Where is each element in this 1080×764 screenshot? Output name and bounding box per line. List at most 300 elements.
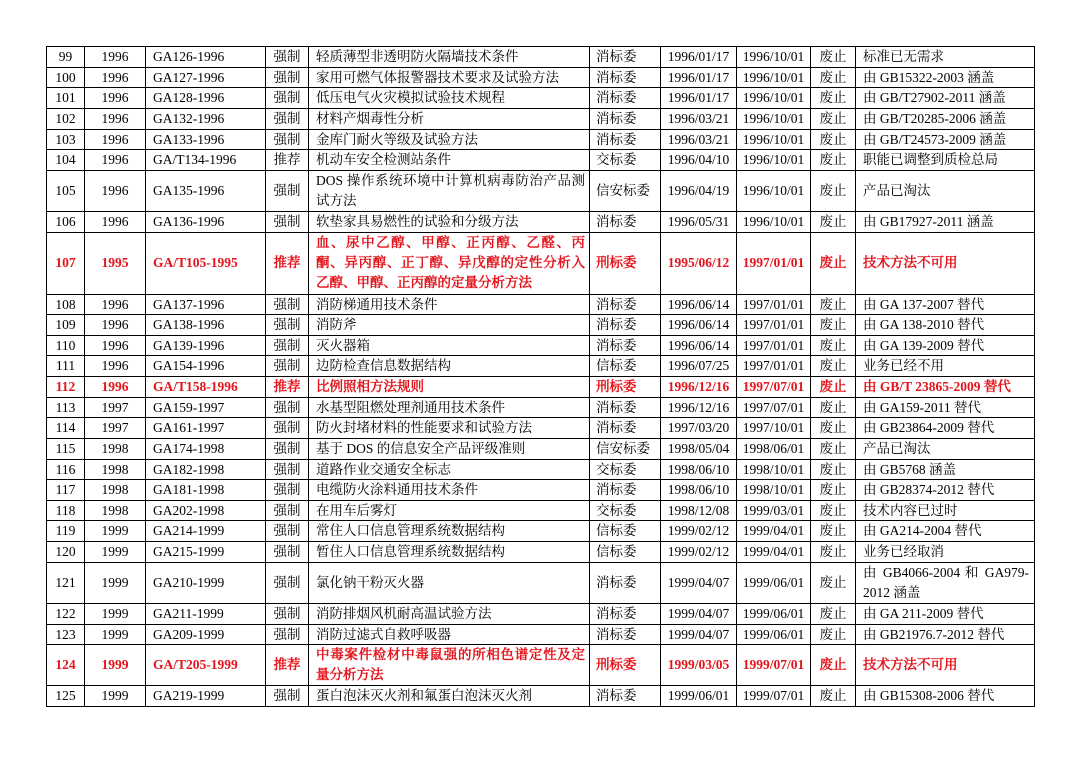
cell-effective-date-text: 1996/10/01	[742, 131, 805, 147]
cell-no-text: 106	[55, 214, 76, 229]
cell-committee-text: 刑标委	[596, 255, 637, 271]
cell-year-text: 1996	[101, 110, 129, 126]
cell-effective-date	[737, 212, 811, 233]
cell-year	[85, 521, 146, 542]
cell-name-text: 蛋白泡沫灭火剂和氟蛋白泡沫灭火剂	[316, 688, 532, 704]
cell-issue-date-text: 1996/06/14	[667, 337, 730, 353]
cell-issue-date	[661, 500, 737, 521]
cell-no	[47, 500, 85, 521]
cell-status-text: 废止	[819, 379, 847, 394]
cell-issue-date-text: 1996/04/19	[667, 182, 730, 198]
cell-status	[811, 603, 856, 624]
cell-remark-text: 由 GB/T 23865-2009 替代	[863, 379, 1011, 394]
cell-effective-date	[737, 150, 811, 171]
cell-no	[47, 315, 85, 336]
cell-year-text: 1996	[101, 379, 129, 394]
cell-standard-code	[146, 150, 266, 171]
cell-year-text: 1996	[101, 296, 129, 312]
cell-committee	[590, 108, 661, 129]
cell-standard-code-text: GA126-1996	[153, 49, 225, 64]
cell-issue-date	[661, 129, 737, 150]
cell-committee-text: 消标委	[596, 605, 637, 621]
cell-status	[811, 397, 856, 418]
cell-remark	[856, 418, 1035, 439]
cell-issue-date-text: 1999/04/07	[667, 605, 730, 621]
cell-status	[811, 170, 856, 211]
cell-effective-date-text: 1996/10/01	[742, 110, 805, 126]
cell-no	[47, 686, 85, 707]
cell-year	[85, 480, 146, 501]
cell-no	[47, 624, 85, 645]
cell-effective-date	[737, 88, 811, 109]
cell-committee-text: 消标委	[596, 90, 637, 106]
cell-year-text: 1997	[101, 420, 129, 436]
cell-committee	[590, 67, 661, 88]
cell-year	[85, 418, 146, 439]
table-row	[47, 232, 1035, 294]
cell-issue-date-text: 1999/02/12	[667, 523, 730, 539]
cell-remark	[856, 459, 1035, 480]
cell-standard-code	[146, 212, 266, 233]
cell-effective-date	[737, 47, 811, 68]
cell-committee-text: 消标委	[596, 49, 637, 64]
cell-name-text: 机动车安全检测站条件	[316, 152, 451, 168]
cell-committee-text: 消标委	[596, 626, 637, 642]
table-row	[47, 542, 1035, 563]
cell-committee	[590, 603, 661, 624]
cell-type-text: 强制	[273, 90, 301, 106]
cell-issue-date-text: 1999/04/07	[667, 626, 730, 642]
cell-committee	[590, 562, 661, 603]
cell-no	[47, 232, 85, 294]
cell-no	[47, 212, 85, 233]
cell-year-text: 1998	[101, 440, 129, 456]
cell-name	[309, 521, 590, 542]
cell-standard-code-text: GA/T158-1996	[153, 379, 238, 394]
cell-committee-text: 消标委	[596, 131, 637, 147]
cell-name-text: 血、尿中乙醇、甲醇、正丙醇、乙醛、丙酮、异丙醇、正丁醇、异戊醇的定性分析入乙醇、甲醇、正丙醇的定量分析方法	[316, 235, 585, 291]
cell-committee-text: 消标委	[596, 482, 637, 498]
cell-status	[811, 150, 856, 171]
cell-type	[266, 88, 309, 109]
cell-committee	[590, 459, 661, 480]
cell-effective-date-text: 1999/06/01	[742, 626, 805, 642]
table-row	[47, 129, 1035, 150]
cell-status-text: 废止	[819, 49, 847, 64]
cell-no-text: 109	[55, 317, 76, 333]
cell-status-text: 废止	[819, 399, 847, 415]
cell-remark	[856, 356, 1035, 377]
cell-year-text: 1996	[101, 317, 129, 333]
cell-type-text: 强制	[273, 688, 301, 704]
cell-effective-date	[737, 645, 811, 686]
cell-name-text: 消防过滤式自救呼吸器	[316, 626, 451, 642]
cell-effective-date	[737, 397, 811, 418]
cell-year-text: 1996	[101, 214, 129, 229]
cell-effective-date-text: 1997/01/01	[742, 317, 805, 333]
cell-issue-date	[661, 88, 737, 109]
cell-name-text: 边防检查信息数据结构	[316, 358, 451, 374]
cell-no-text: 121	[55, 574, 76, 590]
cell-standard-code	[146, 438, 266, 459]
cell-committee-text: 信标委	[596, 523, 637, 539]
cell-issue-date-text: 1996/01/17	[667, 49, 730, 64]
cell-no	[47, 603, 85, 624]
cell-remark	[856, 150, 1035, 171]
cell-name-text: 消防斧	[316, 317, 357, 333]
cell-no-text: 111	[55, 358, 76, 374]
cell-standard-code-text: GA136-1996	[153, 214, 225, 229]
cell-issue-date-text: 1995/06/12	[667, 255, 730, 271]
cell-status-text: 废止	[819, 317, 847, 333]
cell-issue-date-text: 1998/12/08	[667, 502, 730, 518]
cell-no	[47, 67, 85, 88]
cell-name-text: 低压电气火灾模拟试验技术规程	[316, 90, 505, 106]
cell-name-text: 消防梯通用技术条件	[316, 296, 438, 312]
cell-type-text: 强制	[273, 574, 301, 590]
cell-committee	[590, 500, 661, 521]
cell-status	[811, 686, 856, 707]
cell-effective-date-text: 1999/06/01	[742, 605, 805, 621]
cell-remark	[856, 67, 1035, 88]
cell-standard-code	[146, 542, 266, 563]
cell-type-text: 强制	[273, 337, 301, 353]
cell-standard-code	[146, 108, 266, 129]
cell-standard-code-text: GA215-1999	[153, 544, 225, 559]
cell-name	[309, 459, 590, 480]
cell-no-text: 115	[55, 440, 76, 456]
cell-standard-code	[146, 67, 266, 88]
cell-issue-date-text: 1996/04/10	[667, 152, 730, 168]
cell-committee	[590, 212, 661, 233]
cell-effective-date-text: 1996/10/01	[742, 49, 805, 64]
cell-effective-date	[737, 67, 811, 88]
cell-effective-date	[737, 315, 811, 336]
cell-type-text: 推荐	[273, 657, 301, 673]
cell-effective-date	[737, 562, 811, 603]
cell-committee	[590, 88, 661, 109]
cell-standard-code	[146, 480, 266, 501]
table-row	[47, 500, 1035, 521]
cell-no-text: 120	[55, 544, 76, 559]
cell-type-text: 强制	[273, 214, 301, 229]
cell-status	[811, 459, 856, 480]
cell-remark-text: 由 GB5768 涵盖	[863, 461, 957, 477]
cell-type	[266, 542, 309, 563]
cell-effective-date-text: 1997/01/01	[742, 296, 805, 312]
cell-standard-code-text: GA211-1999	[153, 605, 224, 621]
cell-status-text: 废止	[819, 420, 847, 436]
cell-name	[309, 315, 590, 336]
cell-issue-date-text: 1996/05/31	[667, 214, 730, 229]
cell-status-text: 废止	[819, 440, 847, 456]
table-row	[47, 88, 1035, 109]
cell-status	[811, 645, 856, 686]
cell-status-text: 废止	[819, 461, 847, 477]
cell-issue-date-text: 1997/03/20	[667, 420, 730, 436]
cell-remark-text: 职能已调整到质检总局	[863, 152, 998, 168]
cell-effective-date-text: 1997/07/01	[742, 379, 805, 394]
cell-no	[47, 150, 85, 171]
cell-committee	[590, 438, 661, 459]
cell-effective-date-text: 1999/04/01	[742, 544, 805, 559]
cell-remark-text: 业务已经不用	[863, 358, 944, 374]
cell-type	[266, 47, 309, 68]
cell-status	[811, 88, 856, 109]
cell-name	[309, 88, 590, 109]
cell-year	[85, 377, 146, 398]
cell-type	[266, 418, 309, 439]
cell-type	[266, 624, 309, 645]
cell-issue-date	[661, 438, 737, 459]
cell-year	[85, 47, 146, 68]
cell-effective-date-text: 1998/10/01	[742, 461, 805, 477]
cell-issue-date	[661, 377, 737, 398]
cell-year	[85, 542, 146, 563]
cell-standard-code-text: GA161-1997	[153, 420, 225, 436]
cell-standard-code-text: GA/T205-1999	[153, 657, 238, 673]
cell-year	[85, 150, 146, 171]
cell-effective-date	[737, 108, 811, 129]
cell-name-text: 金库门耐火等级及试验方法	[316, 131, 478, 147]
table-row	[47, 645, 1035, 686]
cell-remark-text: 技术方法不可用	[863, 255, 958, 271]
cell-effective-date	[737, 521, 811, 542]
cell-name	[309, 356, 590, 377]
cell-remark-text: 由 GA159-2011 替代	[863, 399, 981, 415]
cell-type-text: 推荐	[273, 152, 301, 168]
cell-name	[309, 170, 590, 211]
cell-no	[47, 170, 85, 211]
cell-no	[47, 294, 85, 315]
cell-no	[47, 397, 85, 418]
cell-effective-date	[737, 335, 811, 356]
cell-committee	[590, 480, 661, 501]
cell-name	[309, 418, 590, 439]
cell-standard-code-text: GA154-1996	[153, 358, 225, 374]
cell-name	[309, 212, 590, 233]
cell-type-text: 强制	[273, 110, 301, 126]
cell-type-text: 推荐	[273, 379, 301, 394]
cell-issue-date-text: 1996/07/25	[667, 358, 730, 374]
cell-remark	[856, 232, 1035, 294]
cell-name	[309, 562, 590, 603]
cell-type-text: 强制	[273, 605, 301, 621]
cell-type	[266, 562, 309, 603]
cell-issue-date	[661, 232, 737, 294]
cell-name-text: 常住人口信息管理系统数据结构	[316, 523, 505, 539]
cell-type	[266, 459, 309, 480]
cell-committee-text: 信安标委	[596, 182, 650, 198]
cell-name-text: 比例照相方法规则	[316, 379, 424, 394]
cell-committee	[590, 150, 661, 171]
cell-remark-text: 由 GA 211-2009 替代	[863, 605, 984, 621]
cell-name	[309, 645, 590, 686]
cell-status-text: 废止	[819, 688, 847, 704]
cell-type	[266, 397, 309, 418]
cell-type-text: 强制	[273, 317, 301, 333]
cell-effective-date	[737, 686, 811, 707]
cell-no	[47, 356, 85, 377]
cell-standard-code-text: GA159-1997	[153, 399, 225, 415]
cell-type	[266, 686, 309, 707]
cell-name	[309, 377, 590, 398]
cell-committee-text: 消标委	[596, 420, 637, 436]
cell-no	[47, 418, 85, 439]
cell-effective-date-text: 1996/10/01	[742, 152, 805, 168]
cell-year	[85, 170, 146, 211]
cell-type	[266, 294, 309, 315]
cell-year-text: 1997	[101, 399, 129, 415]
table-row	[47, 356, 1035, 377]
cell-year-text: 1999	[101, 574, 129, 590]
cell-name	[309, 480, 590, 501]
cell-name-text: 消防排烟风机耐高温试验方法	[316, 605, 492, 621]
cell-remark	[856, 686, 1035, 707]
cell-type-text: 强制	[273, 523, 301, 539]
cell-issue-date-text: 1996/06/14	[667, 296, 730, 312]
cell-status	[811, 294, 856, 315]
cell-name	[309, 397, 590, 418]
cell-remark	[856, 438, 1035, 459]
cell-remark	[856, 500, 1035, 521]
cell-standard-code	[146, 129, 266, 150]
cell-standard-code	[146, 500, 266, 521]
cell-issue-date-text: 1996/06/14	[667, 317, 730, 333]
table-row	[47, 480, 1035, 501]
cell-year	[85, 315, 146, 336]
cell-year	[85, 500, 146, 521]
cell-standard-code-text: GA210-1999	[153, 574, 225, 590]
cell-remark-text: 由 GB4066-2004 和 GA979-2012 涵盖	[863, 564, 1029, 600]
cell-year-text: 1999	[101, 605, 129, 621]
cell-committee	[590, 294, 661, 315]
cell-type	[266, 335, 309, 356]
cell-standard-code-text: GA219-1999	[153, 688, 225, 704]
cell-no-text: 105	[55, 182, 76, 198]
cell-no	[47, 335, 85, 356]
cell-issue-date	[661, 212, 737, 233]
cell-effective-date	[737, 294, 811, 315]
cell-name-text: 水基型阻燃处理剂通用技术条件	[316, 399, 505, 415]
cell-remark-text: 由 GB21976.7-2012 替代	[863, 626, 1005, 642]
cell-issue-date	[661, 356, 737, 377]
cell-year	[85, 686, 146, 707]
cell-name	[309, 624, 590, 645]
cell-no	[47, 108, 85, 129]
cell-committee-text: 交标委	[596, 502, 637, 518]
cell-status-text: 废止	[819, 626, 847, 642]
cell-issue-date	[661, 170, 737, 211]
cell-committee	[590, 645, 661, 686]
cell-status-text: 废止	[819, 502, 847, 518]
cell-standard-code-text: GA135-1996	[153, 182, 225, 198]
cell-year	[85, 129, 146, 150]
cell-issue-date-text: 1996/03/21	[667, 131, 730, 147]
cell-effective-date-text: 1997/07/01	[742, 399, 805, 415]
cell-issue-date-text: 1996/01/17	[667, 69, 730, 85]
cell-remark-text: 由 GA 138-2010 替代	[863, 317, 985, 333]
cell-effective-date-text: 1999/07/01	[742, 688, 805, 704]
cell-standard-code	[146, 562, 266, 603]
cell-effective-date-text: 1996/10/01	[742, 90, 805, 106]
cell-no	[47, 47, 85, 68]
cell-standard-code-text: GA138-1996	[153, 317, 225, 333]
cell-effective-date-text: 1996/10/01	[742, 69, 805, 85]
cell-name	[309, 603, 590, 624]
cell-committee-text: 消标委	[596, 296, 637, 312]
cell-remark	[856, 129, 1035, 150]
cell-year	[85, 356, 146, 377]
cell-name	[309, 67, 590, 88]
cell-standard-code	[146, 47, 266, 68]
cell-issue-date-text: 1998/06/10	[667, 461, 730, 477]
cell-year	[85, 459, 146, 480]
cell-no-text: 103	[55, 131, 76, 147]
cell-committee-text: 交标委	[596, 461, 637, 477]
cell-no-text: 102	[55, 110, 76, 126]
cell-effective-date	[737, 377, 811, 398]
cell-standard-code-text: GA132-1996	[153, 110, 225, 126]
cell-issue-date	[661, 397, 737, 418]
cell-issue-date-text: 1998/06/10	[667, 482, 730, 498]
cell-year	[85, 108, 146, 129]
cell-issue-date	[661, 335, 737, 356]
cell-year-text: 1996	[101, 182, 129, 198]
cell-year	[85, 212, 146, 233]
cell-issue-date	[661, 521, 737, 542]
cell-status-text: 废止	[819, 131, 847, 147]
cell-status	[811, 542, 856, 563]
cell-remark	[856, 603, 1035, 624]
cell-committee	[590, 686, 661, 707]
cell-standard-code-text: GA133-1996	[153, 131, 225, 147]
table-row	[47, 108, 1035, 129]
cell-standard-code-text: GA182-1998	[153, 461, 225, 477]
cell-remark-text: 由 GB/T24573-2009 涵盖	[863, 131, 1007, 147]
table-row	[47, 47, 1035, 68]
cell-no-text: 117	[55, 482, 76, 498]
cell-no-text: 125	[55, 688, 76, 704]
cell-no-text: 104	[55, 152, 76, 168]
cell-type	[266, 521, 309, 542]
cell-standard-code	[146, 459, 266, 480]
cell-issue-date	[661, 686, 737, 707]
cell-status	[811, 418, 856, 439]
cell-effective-date	[737, 480, 811, 501]
table-row	[47, 438, 1035, 459]
cell-status-text: 废止	[819, 152, 847, 168]
cell-committee	[590, 335, 661, 356]
cell-issue-date	[661, 418, 737, 439]
table-row	[47, 624, 1035, 645]
cell-effective-date-text: 1997/10/01	[742, 420, 805, 436]
cell-status	[811, 212, 856, 233]
cell-issue-date	[661, 562, 737, 603]
cell-status-text: 废止	[819, 544, 847, 559]
cell-remark-text: 由 GB15322-2003 涵盖	[863, 69, 995, 85]
cell-remark	[856, 315, 1035, 336]
cell-year-text: 1999	[101, 626, 129, 642]
cell-issue-date	[661, 108, 737, 129]
cell-remark	[856, 521, 1035, 542]
cell-standard-code	[146, 232, 266, 294]
cell-status-text: 废止	[819, 255, 847, 271]
cell-type	[266, 480, 309, 501]
cell-type	[266, 108, 309, 129]
cell-remark	[856, 47, 1035, 68]
cell-type-text: 强制	[273, 440, 301, 456]
